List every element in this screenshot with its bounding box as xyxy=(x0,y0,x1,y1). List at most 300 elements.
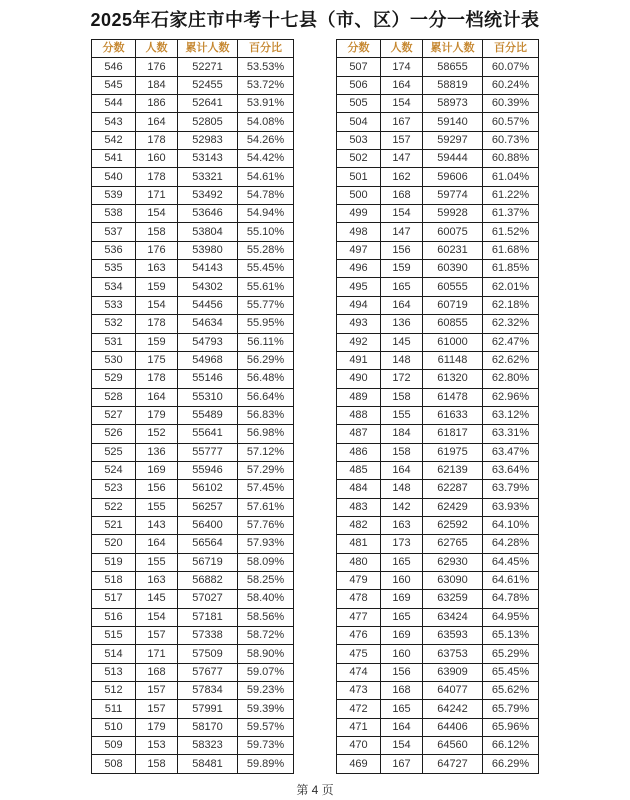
table-row xyxy=(92,737,294,755)
table-row xyxy=(337,443,539,461)
table-cell: 524 xyxy=(92,461,136,479)
table-cell: 485 xyxy=(337,461,381,479)
table-cell: 481 xyxy=(337,535,381,553)
page-number: 第 4 页 xyxy=(296,782,334,797)
table-cell: 58819 xyxy=(423,76,483,94)
table-cell: 60.57% xyxy=(483,113,539,131)
table-row xyxy=(92,95,294,113)
table-row xyxy=(92,223,294,241)
table-cell: 56.11% xyxy=(238,333,294,351)
table-cell: 64727 xyxy=(423,755,483,773)
table-row xyxy=(337,461,539,479)
table-cell: 52641 xyxy=(178,95,238,113)
table-cell: 54968 xyxy=(178,351,238,369)
table-cell: 530 xyxy=(92,351,136,369)
table-cell: 59.73% xyxy=(238,737,294,755)
table-cell: 60719 xyxy=(423,296,483,314)
table-cell: 58.90% xyxy=(238,645,294,663)
table-cell: 56102 xyxy=(178,480,238,498)
table-cell: 171 xyxy=(136,645,178,663)
table-cell: 53.53% xyxy=(238,58,294,76)
table-cell: 175 xyxy=(136,351,178,369)
table-row xyxy=(337,718,539,736)
table-cell: 494 xyxy=(337,296,381,314)
table-cell: 164 xyxy=(136,113,178,131)
table-cell: 539 xyxy=(92,186,136,204)
table-row xyxy=(92,755,294,773)
table-cell: 513 xyxy=(92,663,136,681)
table-cell: 534 xyxy=(92,278,136,296)
table-cell: 64.78% xyxy=(483,590,539,608)
table-cell: 55146 xyxy=(178,370,238,388)
table-cell: 57.12% xyxy=(238,443,294,461)
table-cell: 62.32% xyxy=(483,315,539,333)
table-cell: 60231 xyxy=(423,241,483,259)
table-cell: 61148 xyxy=(423,351,483,369)
table-cell: 488 xyxy=(337,406,381,424)
table-cell: 61.52% xyxy=(483,223,539,241)
table-cell: 62.47% xyxy=(483,333,539,351)
table-cell: 53804 xyxy=(178,223,238,241)
table-cell: 64560 xyxy=(423,737,483,755)
table-row xyxy=(337,351,539,369)
table-cell: 480 xyxy=(337,553,381,571)
table-row xyxy=(92,370,294,388)
table-cell: 165 xyxy=(381,608,423,626)
table-cell: 62765 xyxy=(423,535,483,553)
table-cell: 54.08% xyxy=(238,113,294,131)
table-cell: 61.85% xyxy=(483,260,539,278)
table-row xyxy=(92,296,294,314)
table-cell: 542 xyxy=(92,131,136,149)
table-cell: 157 xyxy=(136,627,178,645)
table-cell: 164 xyxy=(381,461,423,479)
table-cell: 53.72% xyxy=(238,76,294,94)
table-cell: 159 xyxy=(136,333,178,351)
table-cell: 63593 xyxy=(423,627,483,645)
table-cell: 493 xyxy=(337,315,381,333)
table-row xyxy=(92,627,294,645)
table-cell: 515 xyxy=(92,627,136,645)
table-cell: 62429 xyxy=(423,498,483,516)
table-cell: 58323 xyxy=(178,737,238,755)
table-cell: 59444 xyxy=(423,150,483,168)
table-cell: 164 xyxy=(136,388,178,406)
table-cell: 483 xyxy=(337,498,381,516)
table-cell: 147 xyxy=(381,223,423,241)
table-cell: 506 xyxy=(337,76,381,94)
table-row xyxy=(337,278,539,296)
table-cell: 56.98% xyxy=(238,425,294,443)
table-cell: 57.61% xyxy=(238,498,294,516)
table-cell: 473 xyxy=(337,682,381,700)
table-cell: 54.26% xyxy=(238,131,294,149)
table-row xyxy=(92,150,294,168)
table-cell: 55641 xyxy=(178,425,238,443)
table-cell: 173 xyxy=(381,535,423,553)
table-cell: 58.72% xyxy=(238,627,294,645)
table-row xyxy=(92,535,294,553)
table-cell: 163 xyxy=(136,571,178,589)
table-cell: 63.93% xyxy=(483,498,539,516)
table-cell: 64.10% xyxy=(483,516,539,534)
table-cell: 54.94% xyxy=(238,205,294,223)
table-cell: 62.96% xyxy=(483,388,539,406)
table-cell: 63.31% xyxy=(483,425,539,443)
table-row xyxy=(92,168,294,186)
table-cell: 63424 xyxy=(423,608,483,626)
table-cell: 497 xyxy=(337,241,381,259)
table-cell: 526 xyxy=(92,425,136,443)
table-cell: 156 xyxy=(381,241,423,259)
table-cell: 61633 xyxy=(423,406,483,424)
column-header-score: 分数 xyxy=(92,40,136,58)
table-cell: 64.28% xyxy=(483,535,539,553)
table-cell: 502 xyxy=(337,150,381,168)
table-cell: 153 xyxy=(136,737,178,755)
table-cell: 509 xyxy=(92,737,136,755)
table-cell: 61817 xyxy=(423,425,483,443)
table-cell: 55.10% xyxy=(238,223,294,241)
table-cell: 55.95% xyxy=(238,315,294,333)
table-cell: 532 xyxy=(92,315,136,333)
table-row xyxy=(92,333,294,351)
table-cell: 63909 xyxy=(423,663,483,681)
table-row xyxy=(92,406,294,424)
table-cell: 57677 xyxy=(178,663,238,681)
table-cell: 519 xyxy=(92,553,136,571)
table-cell: 520 xyxy=(92,535,136,553)
table-cell: 53646 xyxy=(178,205,238,223)
table-cell: 65.45% xyxy=(483,663,539,681)
table-cell: 499 xyxy=(337,205,381,223)
table-cell: 168 xyxy=(381,682,423,700)
table-cell: 184 xyxy=(136,76,178,94)
table-cell: 154 xyxy=(136,296,178,314)
table-cell: 545 xyxy=(92,76,136,94)
table-row xyxy=(92,645,294,663)
table-cell: 163 xyxy=(381,516,423,534)
table-cell: 505 xyxy=(337,95,381,113)
table-row xyxy=(337,296,539,314)
table-cell: 64.61% xyxy=(483,571,539,589)
table-row xyxy=(337,553,539,571)
table-cell: 167 xyxy=(381,755,423,773)
table-cell: 490 xyxy=(337,370,381,388)
table-cell: 186 xyxy=(136,95,178,113)
table-cell: 145 xyxy=(381,333,423,351)
table-cell: 56882 xyxy=(178,571,238,589)
table-row xyxy=(92,388,294,406)
table-cell: 160 xyxy=(136,150,178,168)
table-cell: 65.29% xyxy=(483,645,539,663)
table-cell: 61.68% xyxy=(483,241,539,259)
table-cell: 179 xyxy=(136,718,178,736)
table-row xyxy=(92,425,294,443)
table-cell: 61975 xyxy=(423,443,483,461)
column-header-count: 人数 xyxy=(381,40,423,58)
table-cell: 540 xyxy=(92,168,136,186)
table-cell: 158 xyxy=(136,755,178,773)
table-row xyxy=(92,480,294,498)
table-row xyxy=(337,516,539,534)
table-cell: 169 xyxy=(381,627,423,645)
table-cell: 158 xyxy=(381,443,423,461)
table-row xyxy=(337,682,539,700)
table-cell: 479 xyxy=(337,571,381,589)
table-row xyxy=(337,333,539,351)
table-cell: 57.93% xyxy=(238,535,294,553)
table-row xyxy=(92,516,294,534)
table-cell: 60075 xyxy=(423,223,483,241)
table-cell: 495 xyxy=(337,278,381,296)
table-cell: 478 xyxy=(337,590,381,608)
table-cell: 60855 xyxy=(423,315,483,333)
table-cell: 168 xyxy=(136,663,178,681)
table-cell: 164 xyxy=(381,718,423,736)
score-table-right xyxy=(336,39,539,774)
table-cell: 482 xyxy=(337,516,381,534)
table-cell: 59.39% xyxy=(238,700,294,718)
table-row xyxy=(92,260,294,278)
table-row xyxy=(92,571,294,589)
table-cell: 525 xyxy=(92,443,136,461)
table-cell: 58.25% xyxy=(238,571,294,589)
table-cell: 66.29% xyxy=(483,755,539,773)
table-cell: 66.12% xyxy=(483,737,539,755)
table-cell: 56719 xyxy=(178,553,238,571)
table-cell: 527 xyxy=(92,406,136,424)
table-cell: 484 xyxy=(337,480,381,498)
table-row xyxy=(92,682,294,700)
table-cell: 160 xyxy=(381,645,423,663)
table-cell: 54793 xyxy=(178,333,238,351)
table-cell: 541 xyxy=(92,150,136,168)
table-cell: 63.79% xyxy=(483,480,539,498)
table-row xyxy=(92,241,294,259)
table-row xyxy=(92,590,294,608)
table-cell: 538 xyxy=(92,205,136,223)
table-cell: 536 xyxy=(92,241,136,259)
table-cell: 65.79% xyxy=(483,700,539,718)
table-cell: 64406 xyxy=(423,718,483,736)
table-cell: 58.56% xyxy=(238,608,294,626)
column-header-cumulative: 累计人数 xyxy=(423,40,483,58)
table-cell: 57509 xyxy=(178,645,238,663)
table-cell: 154 xyxy=(381,737,423,755)
table-cell: 59928 xyxy=(423,205,483,223)
table-cell: 65.62% xyxy=(483,682,539,700)
column-header-score: 分数 xyxy=(337,40,381,58)
table-cell: 59.07% xyxy=(238,663,294,681)
table-cell: 504 xyxy=(337,113,381,131)
table-cell: 158 xyxy=(381,388,423,406)
table-cell: 54634 xyxy=(178,315,238,333)
table-cell: 178 xyxy=(136,370,178,388)
column-header-cumulative: 累计人数 xyxy=(178,40,238,58)
table-cell: 503 xyxy=(337,131,381,149)
table-cell: 62.62% xyxy=(483,351,539,369)
table-cell: 522 xyxy=(92,498,136,516)
table-cell: 172 xyxy=(381,370,423,388)
table-cell: 58170 xyxy=(178,718,238,736)
table-row xyxy=(337,113,539,131)
table-cell: 58973 xyxy=(423,95,483,113)
table-row xyxy=(337,260,539,278)
table-cell: 61.22% xyxy=(483,186,539,204)
table-cell: 475 xyxy=(337,645,381,663)
table-cell: 523 xyxy=(92,480,136,498)
table-cell: 178 xyxy=(136,168,178,186)
table-cell: 165 xyxy=(381,553,423,571)
table-cell: 154 xyxy=(381,205,423,223)
table-row xyxy=(92,186,294,204)
table-cell: 154 xyxy=(136,205,178,223)
table-cell: 56257 xyxy=(178,498,238,516)
table-cell: 58.09% xyxy=(238,553,294,571)
table-cell: 63.47% xyxy=(483,443,539,461)
table-cell: 60.07% xyxy=(483,58,539,76)
table-row xyxy=(337,58,539,76)
table-row xyxy=(92,498,294,516)
table-cell: 500 xyxy=(337,186,381,204)
table-cell: 55946 xyxy=(178,461,238,479)
table-cell: 58.40% xyxy=(238,590,294,608)
table-row xyxy=(92,58,294,76)
table-cell: 59140 xyxy=(423,113,483,131)
table-cell: 156 xyxy=(136,480,178,498)
table-cell: 57027 xyxy=(178,590,238,608)
table-cell: 54456 xyxy=(178,296,238,314)
table-cell: 511 xyxy=(92,700,136,718)
table-row xyxy=(337,627,539,645)
table-cell: 157 xyxy=(381,131,423,149)
table-row xyxy=(337,663,539,681)
table-cell: 59.89% xyxy=(238,755,294,773)
table-cell: 167 xyxy=(381,113,423,131)
table-cell: 52271 xyxy=(178,58,238,76)
table-cell: 528 xyxy=(92,388,136,406)
table-cell: 491 xyxy=(337,351,381,369)
table-row xyxy=(337,425,539,443)
table-cell: 61320 xyxy=(423,370,483,388)
table-row xyxy=(92,700,294,718)
table-row xyxy=(92,351,294,369)
table-row xyxy=(337,590,539,608)
table-cell: 64.45% xyxy=(483,553,539,571)
table-cell: 57338 xyxy=(178,627,238,645)
table-cell: 148 xyxy=(381,480,423,498)
table-cell: 56564 xyxy=(178,535,238,553)
table-cell: 543 xyxy=(92,113,136,131)
table-cell: 164 xyxy=(136,535,178,553)
table-row xyxy=(337,388,539,406)
table-cell: 155 xyxy=(136,553,178,571)
table-row xyxy=(337,76,539,94)
table-cell: 65.13% xyxy=(483,627,539,645)
table-cell: 477 xyxy=(337,608,381,626)
table-row xyxy=(92,76,294,94)
table-cell: 143 xyxy=(136,516,178,534)
table-row xyxy=(337,315,539,333)
table-cell: 147 xyxy=(381,150,423,168)
table-cell: 158 xyxy=(136,223,178,241)
table-cell: 159 xyxy=(381,260,423,278)
table-body-right xyxy=(337,58,539,773)
table-cell: 516 xyxy=(92,608,136,626)
table-cell: 546 xyxy=(92,58,136,76)
table-cell: 56.64% xyxy=(238,388,294,406)
table-cell: 55310 xyxy=(178,388,238,406)
table-row xyxy=(337,535,539,553)
table-cell: 148 xyxy=(381,351,423,369)
table-cell: 507 xyxy=(337,58,381,76)
table-cell: 63090 xyxy=(423,571,483,589)
table-cell: 535 xyxy=(92,260,136,278)
page-title: 2025年石家庄市中考十七县（市、区）一分一档统计表 xyxy=(90,10,540,30)
table-cell: 508 xyxy=(92,755,136,773)
table-cell: 62930 xyxy=(423,553,483,571)
table-cell: 62287 xyxy=(423,480,483,498)
table-row xyxy=(337,571,539,589)
table-row xyxy=(337,645,539,663)
table-cell: 472 xyxy=(337,700,381,718)
table-row xyxy=(337,131,539,149)
table-cell: 529 xyxy=(92,370,136,388)
table-cell: 533 xyxy=(92,296,136,314)
table-cell: 63753 xyxy=(423,645,483,663)
table-cell: 62.01% xyxy=(483,278,539,296)
table-cell: 62.80% xyxy=(483,370,539,388)
table-cell: 498 xyxy=(337,223,381,241)
table-cell: 56.29% xyxy=(238,351,294,369)
table-cell: 53.91% xyxy=(238,95,294,113)
table-header-row xyxy=(337,40,539,58)
table-cell: 178 xyxy=(136,315,178,333)
tables-container xyxy=(0,39,630,774)
table-cell: 174 xyxy=(381,58,423,76)
table-row xyxy=(92,131,294,149)
table-cell: 55.28% xyxy=(238,241,294,259)
table-cell: 471 xyxy=(337,718,381,736)
table-cell: 165 xyxy=(381,700,423,718)
table-cell: 136 xyxy=(381,315,423,333)
table-cell: 163 xyxy=(136,260,178,278)
table-cell: 145 xyxy=(136,590,178,608)
table-row xyxy=(337,406,539,424)
table-row xyxy=(337,150,539,168)
table-row xyxy=(92,663,294,681)
table-cell: 159 xyxy=(136,278,178,296)
table-cell: 168 xyxy=(381,186,423,204)
score-table-left xyxy=(91,39,294,774)
table-cell: 164 xyxy=(381,296,423,314)
table-cell: 61.37% xyxy=(483,205,539,223)
table-cell: 54143 xyxy=(178,260,238,278)
table-row xyxy=(337,700,539,718)
table-cell: 60.24% xyxy=(483,76,539,94)
table-cell: 154 xyxy=(136,608,178,626)
table-cell: 64.95% xyxy=(483,608,539,626)
table-row xyxy=(337,608,539,626)
table-cell: 154 xyxy=(381,95,423,113)
table-row xyxy=(337,241,539,259)
table-cell: 55.61% xyxy=(238,278,294,296)
table-cell: 59774 xyxy=(423,186,483,204)
table-cell: 184 xyxy=(381,425,423,443)
table-cell: 61478 xyxy=(423,388,483,406)
table-cell: 54302 xyxy=(178,278,238,296)
